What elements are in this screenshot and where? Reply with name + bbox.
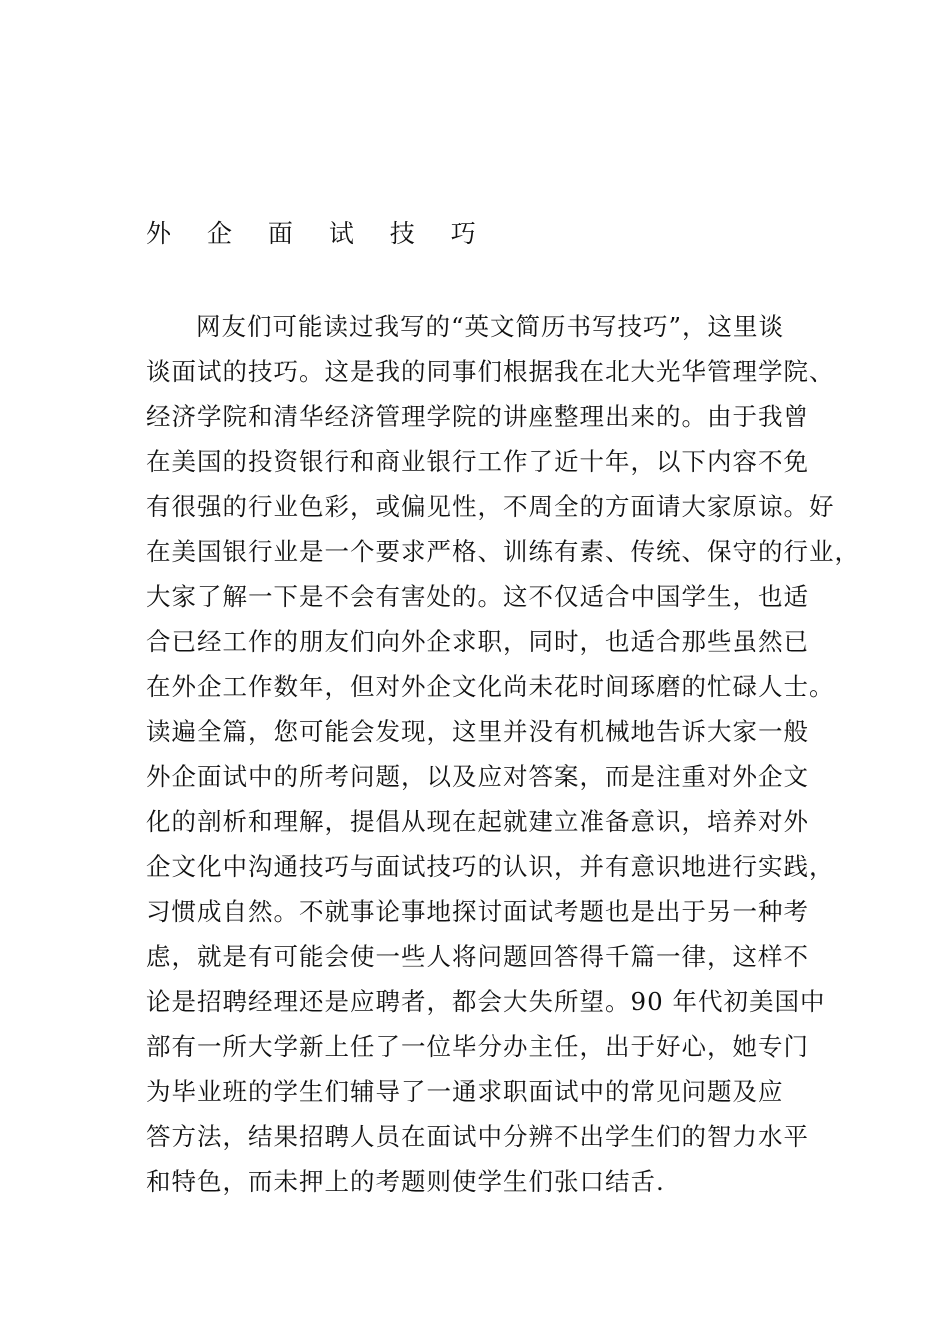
paragraph-line: 大家了解一下是不会有害处的。这不仅适合中国学生，也适 <box>146 582 809 611</box>
paragraph-line: 答方法，结果招聘人员在面试中分辨不出学生们的智力水平 <box>146 1122 809 1151</box>
paragraph-line: 谈面试的技巧。这是我的同事们根据我在北大光华管理学院、 <box>146 357 835 386</box>
paragraph-line: 虑，就是有可能会使一些人将问题回答得千篇一律，这样不 <box>146 942 809 971</box>
paragraph-line: 在美国银行业是一个要求严格、训练有素、传统、保守的行业， <box>146 537 860 566</box>
paragraph-line: 论是招聘经理还是应聘者，都会大失所望。90 年代初美国中 <box>146 987 826 1016</box>
paragraph-line: 企文化中沟通技巧与面试技巧的认识，并有意识地进行实践， <box>146 852 835 881</box>
paragraph-line: 和特色，而未押上的考题则使学生们张口结舌. <box>146 1167 665 1196</box>
paragraph-line: 在外企工作数年，但对外企文化尚未花时间琢磨的忙碌人士。 <box>146 672 835 701</box>
paragraph-line: 为毕业班的学生们辅导了一通求职面试中的常见问题及应 <box>146 1077 784 1106</box>
document-title: 外 企 面 试 技 巧 <box>146 219 490 248</box>
paragraph-line: 网友们可能读过我写的“英文简历书写技巧”，这里谈 <box>196 312 785 341</box>
paragraph-line: 化的剖析和理解，提倡从现在起就建立准备意识，培养对外 <box>146 807 809 836</box>
document-body <box>146 304 860 1204</box>
paragraph-line: 在美国的投资银行和商业银行工作了近十年，以下内容不免 <box>146 447 809 476</box>
paragraph-line: 合已经工作的朋友们向外企求职，同时，也适合那些虽然已 <box>146 627 809 656</box>
paragraph-line: 有很强的行业色彩，或偏见性，不周全的方面请大家原谅。好 <box>146 492 835 521</box>
paragraph-line: 经济学院和清华经济管理学院的讲座整理出来的。由于我曾 <box>146 402 809 431</box>
paragraph-line: 读遍全篇，您可能会发现，这里并没有机械地告诉大家一般 <box>146 717 809 746</box>
paragraph-line: 习惯成自然。不就事论事地探讨面试考题也是出于另一种考 <box>146 897 809 926</box>
paragraph-line: 外企面试中的所考问题，以及应对答案，而是注重对外企文 <box>146 762 809 791</box>
paragraph-line: 部有一所大学新上任了一位毕分办主任，出于好心，她专门 <box>146 1032 809 1061</box>
